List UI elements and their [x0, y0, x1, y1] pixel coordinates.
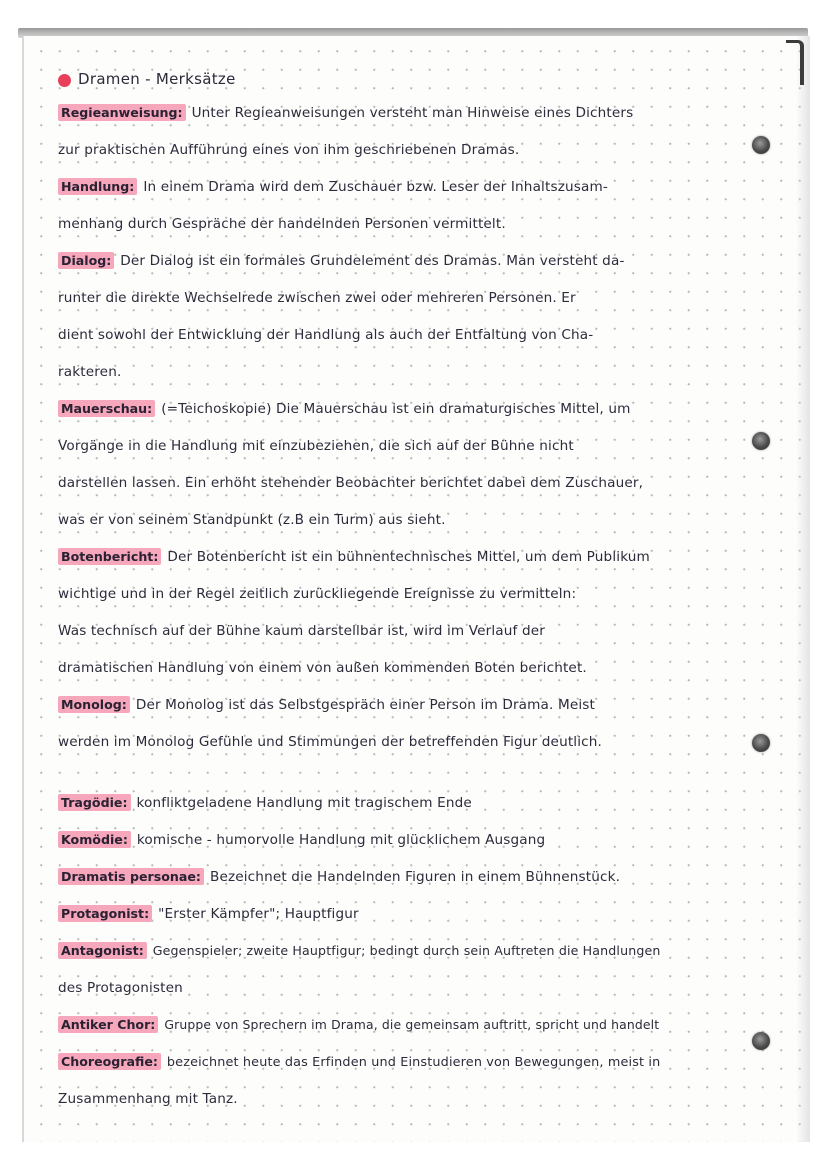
line-text: Gruppe von Sprechern im Drama, die gemeinsam auftritt, spricht und handelt — [164, 1017, 660, 1032]
binder-hole-icon — [752, 734, 770, 752]
binder-hole-icon — [752, 136, 770, 154]
note-line — [58, 544, 748, 570]
line-text: konfliktgeladene Handlung mit tragischem Ende — [136, 795, 472, 811]
note-line — [58, 581, 748, 607]
term-label: Mauerschau: — [58, 400, 155, 417]
note-line — [58, 655, 748, 681]
term-label: Protagonist: — [58, 905, 152, 922]
line-text: Der Dialog ist ein formales Grundelement des Dramas. Man versteht da- — [120, 253, 625, 269]
note-line — [58, 396, 748, 422]
note-line — [58, 827, 748, 853]
term-label: Tragödie: — [58, 794, 131, 811]
term-label: Handlung: — [58, 178, 137, 195]
note-line — [58, 507, 748, 533]
line-text: Vorgänge in die Handlung mit einzubeziehen, die sich auf der Bühne nicht — [58, 438, 574, 454]
note-line — [58, 618, 748, 644]
line-text: (=Teichoskopie) Die Mauerschau ist ein dramaturgisches Mittel, um — [161, 401, 631, 417]
term-label: Monolog: — [58, 696, 130, 713]
term-label: Dialog: — [58, 252, 114, 269]
note-line — [58, 1049, 748, 1075]
page-edge-shadow — [796, 36, 810, 1142]
line-text: komische - humorvolle Handlung mit glücklichem Ausgang — [136, 832, 546, 848]
term-label: Antagonist: — [58, 942, 147, 959]
line-text: dient sowohl der Entwicklung der Handlung als auch der Entfaltung von Cha- — [58, 327, 594, 343]
note-line — [58, 433, 748, 459]
term-label: Komödie: — [58, 831, 131, 848]
line-text: wichtige und in der Regel zeitlich zurückliegende Ereignisse zu vermitteln: — [58, 586, 577, 602]
line-text: dramatischen Handlung von einem von außen kommenden Boten berichtet. — [58, 660, 587, 676]
line-text: bezeichnet heute das Erfinden und Einstudieren von Bewegungen, meist in — [166, 1055, 661, 1070]
term-label: Choreografie: — [58, 1053, 161, 1070]
note-line — [58, 137, 748, 163]
line-text: des Protagonisten — [58, 980, 183, 996]
note-line — [58, 692, 748, 718]
scan-bottom-margin — [0, 1142, 828, 1171]
note-line — [58, 864, 748, 890]
note-line — [58, 470, 748, 496]
line-text: darstellen lassen. Ein erhöht stehender Beobachter berichtet dabei dem Zuschauer, — [58, 475, 644, 491]
line-text: "Erster Kämpfer"; Hauptfigur — [158, 906, 359, 922]
binder-hole-icon — [752, 1032, 770, 1050]
line-text: zur praktischen Aufführung eines von ihm geschriebenen Dramas. — [58, 142, 520, 158]
line-text: Unter Regieanweisungen versteht man Hinweise eines Dichters — [191, 105, 634, 121]
line-text: Zusammenhang mit Tanz. — [58, 1091, 238, 1107]
line-text: Der Botenbericht ist ein bühnentechnisches Mittel, um dem Publikum — [167, 549, 650, 565]
note-line — [58, 1086, 748, 1112]
note-line — [58, 248, 748, 274]
note-line — [58, 1012, 748, 1038]
line-text: menhang durch Gespräche der handelnden Personen vermittelt. — [58, 216, 506, 232]
line-text: In einem Drama wird dem Zuschauer bzw. Leser der Inhaltszusam- — [143, 179, 608, 195]
line-text: Was technisch auf der Bühne kaum darstellbar ist, wird im Verlauf der — [58, 623, 545, 639]
term-label: Dramatis personae: — [58, 868, 204, 885]
note-line — [58, 285, 748, 311]
note-line — [58, 174, 748, 200]
note-line — [58, 729, 748, 755]
line-text: Gegenspieler; zweite Hauptfigur; bedingt durch sein Auftreten die Handlungen — [152, 943, 661, 958]
term-label: Regieanweisung: — [58, 104, 186, 121]
note-line — [58, 359, 748, 385]
line-text: was er von seinem Standpunkt (z.B ein Turm) aus sieht. — [58, 512, 446, 528]
line-text: rakteren. — [58, 364, 122, 380]
note-line — [58, 901, 748, 927]
term-label: Botenbericht: — [58, 548, 161, 565]
note-line — [58, 938, 748, 964]
page-title: Dramen - Merksätze — [78, 70, 236, 88]
note-line — [58, 790, 748, 816]
line-text: Der Monolog ist das Selbstgespräch einer Person im Drama. Meist — [135, 697, 596, 713]
bullet-marker-icon — [58, 74, 71, 87]
page-corner-mark — [786, 40, 804, 85]
note-line — [58, 100, 748, 126]
line-text: werden im Monolog Gefühle und Stimmungen der betreffenden Figur deutlich. — [58, 734, 603, 750]
note-line — [58, 322, 748, 348]
term-label: Antiker Chor: — [58, 1016, 158, 1033]
line-text: Bezeichnet die Handelnden Figuren in einem Bühnenstück. — [209, 869, 621, 885]
note-line — [58, 975, 748, 1001]
note-line — [58, 211, 748, 237]
line-text: runter die direkte Wechselrede zwischen zwei oder mehreren Personen. Er — [58, 290, 576, 306]
title-row — [58, 66, 236, 92]
binder-hole-icon — [752, 432, 770, 450]
